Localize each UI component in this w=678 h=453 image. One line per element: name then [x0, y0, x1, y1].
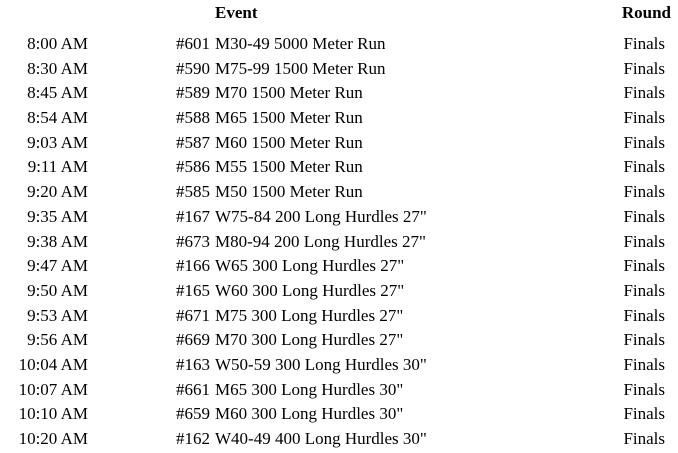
event-time: 8:54 AM — [27, 108, 88, 128]
table-row — [0, 254, 678, 279]
event-time: 8:00 AM — [27, 34, 88, 53]
table-row — [0, 81, 678, 106]
table-row — [0, 304, 678, 329]
event-number: #601 — [176, 34, 210, 53]
event-name: M50 1500 Meter Run — [215, 182, 363, 202]
event-number: #671 — [176, 305, 210, 325]
event-name: W50-59 300 Long Hurdles 30" — [215, 354, 427, 374]
table-row — [0, 180, 678, 205]
event-round: Finals — [623, 108, 665, 128]
event-time: 9:03 AM — [27, 132, 88, 152]
event-number: #162 — [176, 429, 210, 448]
event-number: #165 — [176, 280, 210, 300]
header-round: Round — [621, 3, 671, 22]
event-round: Finals — [623, 429, 665, 448]
event-round: Finals — [623, 231, 665, 251]
event-round: Finals — [623, 157, 665, 177]
event-round: Finals — [623, 206, 665, 226]
event-name: W65 300 Long Hurdles 27" — [215, 256, 405, 276]
event-time: 9:53 AM — [27, 305, 88, 325]
table-row — [0, 353, 678, 378]
event-number: #166 — [176, 256, 210, 276]
event-number: #590 — [176, 58, 210, 78]
schedule-table — [0, 32, 678, 452]
header-event: Event — [215, 3, 258, 22]
event-round: Finals — [623, 256, 665, 276]
event-round: Finals — [623, 132, 665, 152]
event-round: Finals — [623, 58, 665, 78]
event-round: Finals — [623, 330, 665, 350]
event-number: #587 — [176, 132, 210, 152]
table-row — [0, 57, 678, 82]
event-number: #661 — [176, 379, 210, 399]
table-row — [0, 230, 678, 255]
event-number: #167 — [176, 206, 210, 226]
event-name: W40-49 400 Long Hurdles 30" — [215, 429, 427, 448]
event-name: M60 300 Long Hurdles 30" — [215, 404, 404, 424]
event-time: 9:38 AM — [27, 231, 88, 251]
event-time: 9:50 AM — [27, 280, 88, 300]
table-row — [0, 427, 678, 452]
event-number: #673 — [176, 231, 210, 251]
event-name: M65 300 Long Hurdles 30" — [215, 379, 404, 399]
event-round: Finals — [623, 182, 665, 202]
event-name: W75-84 200 Long Hurdles 27" — [215, 206, 427, 226]
event-name: M60 1500 Meter Run — [215, 132, 363, 152]
event-round: Finals — [623, 83, 665, 103]
event-name: M75 300 Long Hurdles 27" — [215, 305, 404, 325]
table-row — [0, 279, 678, 304]
event-number: #589 — [176, 83, 210, 103]
event-time: 9:11 AM — [27, 157, 88, 177]
event-time: 10:04 AM — [18, 354, 88, 374]
event-time: 9:20 AM — [27, 182, 88, 202]
table-row — [0, 106, 678, 131]
event-round: Finals — [623, 34, 665, 53]
event-round: Finals — [623, 404, 665, 424]
event-number: #585 — [176, 182, 210, 202]
event-round: Finals — [623, 354, 665, 374]
event-time: 10:20 AM — [18, 429, 88, 448]
event-round: Finals — [623, 379, 665, 399]
table-row — [0, 131, 678, 156]
event-name: W60 300 Long Hurdles 27" — [215, 280, 405, 300]
table-row — [0, 378, 678, 403]
table-row — [0, 32, 678, 57]
table-row — [0, 328, 678, 353]
table-row — [0, 402, 678, 427]
event-time: 10:10 AM — [18, 404, 88, 424]
event-name: M70 300 Long Hurdles 27" — [215, 330, 404, 350]
event-number: #163 — [176, 354, 210, 374]
event-name: M55 1500 Meter Run — [215, 157, 363, 177]
event-name: M70 1500 Meter Run — [215, 83, 363, 103]
event-time: 9:35 AM — [27, 206, 88, 226]
event-time: 9:56 AM — [27, 330, 88, 350]
event-number: #669 — [176, 330, 210, 350]
event-number: #586 — [176, 157, 210, 177]
event-time: 8:45 AM — [27, 83, 88, 103]
event-round: Finals — [623, 305, 665, 325]
event-number: #659 — [176, 404, 210, 424]
event-time: 8:30 AM — [27, 58, 88, 78]
event-name: M80-94 200 Long Hurdles 27" — [215, 231, 426, 251]
table-row — [0, 155, 678, 180]
event-time: 9:47 AM — [27, 256, 88, 276]
event-name: M65 1500 Meter Run — [215, 108, 363, 128]
event-time: 10:07 AM — [18, 379, 88, 399]
event-name: M75-99 1500 Meter Run — [215, 58, 386, 78]
table-row — [0, 205, 678, 230]
event-round: Finals — [623, 280, 665, 300]
event-number: #588 — [176, 108, 210, 128]
event-name: M30-49 5000 Meter Run — [215, 34, 386, 53]
